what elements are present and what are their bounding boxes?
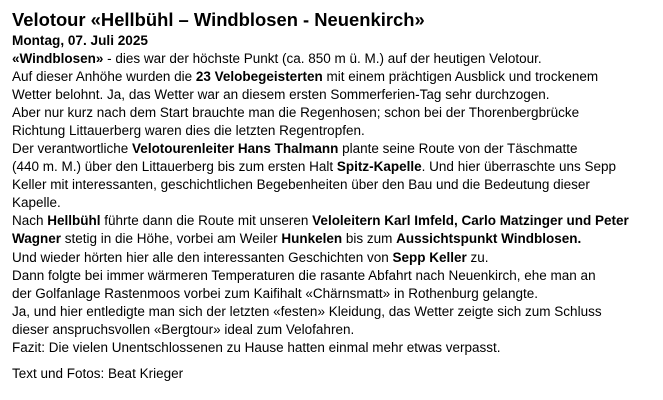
body-text: bis zum [342, 231, 397, 247]
body-text: stetig in die Höhe, vorbei am Weiler [61, 231, 282, 247]
body-text: Keller mit interessanten, geschichtlichen Begebenheiten über den Bau und die Bedeutung dieser [12, 177, 590, 193]
article-credit: Text und Fotos: Beat Krieger [12, 365, 184, 381]
article-line [12, 321, 655, 339]
bold-text: Wagner [12, 231, 62, 247]
body-text: Richtung Littauerberg waren dies die letzten Regentropfen. [12, 123, 365, 139]
body-text: führte dann die Route mit unseren [100, 213, 313, 229]
body-text: Kapelle. [12, 195, 61, 211]
bold-text: Velotourenleiter Hans Thalmann [132, 141, 339, 157]
body-text: Auf dieser Anhöhe wurden die [12, 69, 196, 85]
article-line [12, 249, 655, 267]
article-line [12, 104, 655, 122]
body-text: Ja, und hier entledigte man sich der letzten «festen» Kleidung, das Wetter zeigte sich zum Schluss [12, 303, 602, 319]
article-line [12, 68, 655, 86]
body-text: . Und hier überraschte uns Sepp [421, 159, 617, 175]
article-line [12, 194, 655, 212]
article-line [12, 140, 655, 158]
article-body [12, 50, 655, 357]
body-text: dieser anspruchsvollen «Bergtour» ideal zum Velofahren. [12, 321, 355, 337]
body-text: Wetter belohnt. Ja, das Wetter war an diesem ersten Sommerferien-Tag sehr durchzogen. [12, 87, 550, 103]
article-line [12, 267, 655, 285]
body-text: Fazit: Die vielen Unentschlossenen zu Hause hatten einmal mehr etwas verpasst. [12, 339, 501, 355]
body-text: Dann folgte bei immer wärmeren Temperaturen die rasante Abfahrt nach Neuenkirch, ehe man an [12, 267, 596, 283]
body-text: mit einem prächtigen Ausblick und trockenem [322, 69, 599, 85]
bold-text: Hunkelen [281, 231, 343, 247]
bold-text: Sepp Keller [392, 249, 467, 265]
body-text: zu. [466, 249, 489, 265]
bold-text: «Windblosen» [12, 51, 104, 66]
bold-text: Aussichtspunkt Windblosen. [396, 231, 582, 247]
article-line [12, 230, 655, 248]
body-text: Nach [12, 213, 48, 229]
article-line [12, 212, 655, 230]
article-line [12, 50, 655, 68]
body-text: Der verantwortliche [12, 141, 133, 157]
body-text: - dies war der höchste Punkt (ca. 850 m ü. M.) auf der heutigen Velotour. [103, 51, 542, 66]
body-text: (440 m. M.) über den Littauerberg bis zum ersten Halt [12, 159, 337, 175]
article-line [12, 303, 655, 321]
body-text: der Golfanlage Rastenmoos vorbei zum Kaifihalt «Chärnsmatt» in Rothenburg gelangte. [12, 285, 539, 301]
article-title: Velotour «Hellbühl – Windblosen - Neuenkirch» [12, 9, 425, 30]
bold-text: Hellbühl [47, 213, 101, 229]
article-date: Montag, 07. Juli 2025 [12, 33, 148, 48]
article-line [12, 86, 655, 104]
body-text: Und wieder hörten hier alle den interessanten Geschichten von [12, 249, 393, 265]
article-line [12, 122, 655, 140]
bold-text: 23 Velobegeisterten [195, 69, 323, 85]
article-line [12, 339, 655, 357]
body-text: plante seine Route von der Täschmatte [338, 141, 578, 157]
article-line [12, 285, 655, 303]
article-line [12, 158, 655, 176]
bold-text: Spitz-Kapelle [336, 159, 422, 175]
article-line [12, 176, 655, 194]
body-text: Aber nur kurz nach dem Start brauchte man die Regenhosen; schon bei der Thorenbergbrücke [12, 105, 580, 121]
bold-text: Veloleitern Karl Imfeld, Carlo Matzinger und Peter [312, 213, 629, 229]
